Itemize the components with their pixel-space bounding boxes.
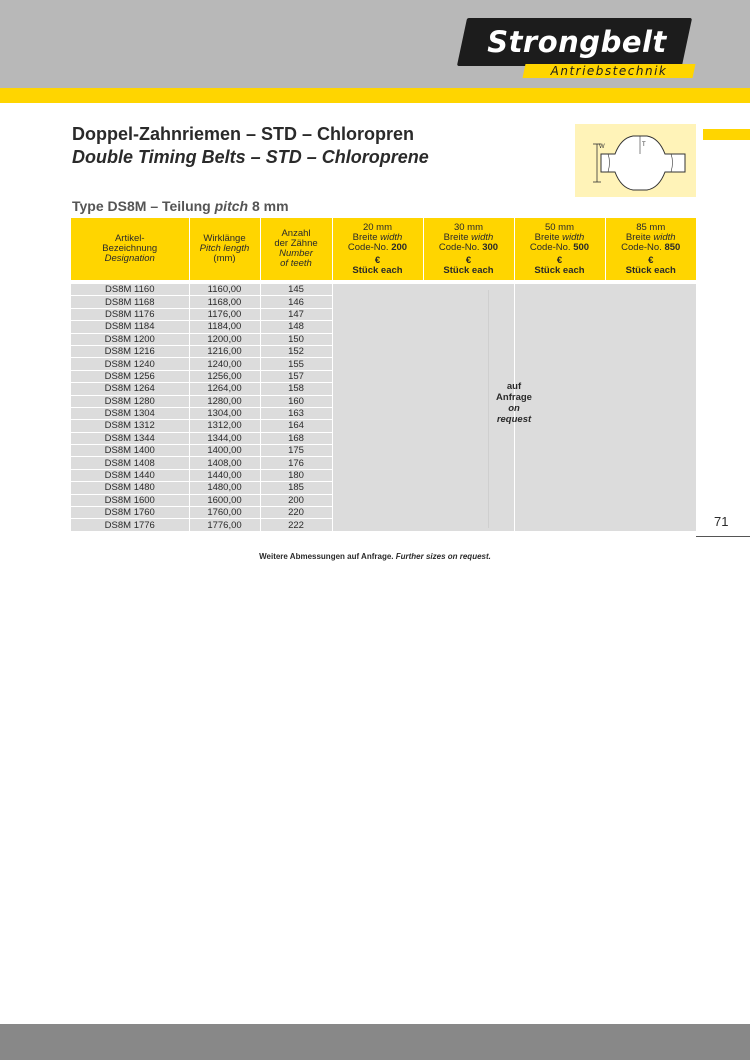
cell-teeth: 180 bbox=[260, 469, 332, 481]
cell-designation: DS8M 1304 bbox=[71, 407, 189, 419]
cell-length: 1400,00 bbox=[189, 445, 260, 457]
cell-teeth: 147 bbox=[260, 308, 332, 320]
cell-length: 1168,00 bbox=[189, 296, 260, 308]
header-width-30: 30 mm Breite width Code-No. 300 € Stück each bbox=[423, 218, 514, 280]
cell-length: 1600,00 bbox=[189, 494, 260, 506]
header-accent-bar bbox=[0, 88, 750, 103]
cell-teeth: 150 bbox=[260, 333, 332, 345]
cell-length: 1240,00 bbox=[189, 358, 260, 370]
cell-length: 1256,00 bbox=[189, 370, 260, 382]
cell-length: 1760,00 bbox=[189, 507, 260, 519]
cell-designation: DS8M 1312 bbox=[71, 420, 189, 432]
cell-length: 1160,00 bbox=[189, 284, 260, 296]
cell-teeth: 168 bbox=[260, 432, 332, 444]
cell-teeth: 157 bbox=[260, 370, 332, 382]
header-width-20: 20 mm Breite width Code-No. 200 € Stück each bbox=[332, 218, 423, 280]
cell-teeth: 146 bbox=[260, 296, 332, 308]
cell-length: 1776,00 bbox=[189, 519, 260, 531]
table-subtitle: Type DS8M – Teilung pitch 8 mm bbox=[72, 198, 289, 214]
cell-designation: DS8M 1176 bbox=[71, 308, 189, 320]
cell-designation: DS8M 1776 bbox=[71, 519, 189, 531]
cell-designation: DS8M 1280 bbox=[71, 395, 189, 407]
price-column-divider bbox=[488, 290, 489, 528]
table-header-row bbox=[71, 218, 696, 280]
belt-profile-drawing bbox=[575, 124, 696, 197]
cell-length: 1304,00 bbox=[189, 407, 260, 419]
label-w: W bbox=[599, 144, 605, 150]
cell-teeth: 176 bbox=[260, 457, 332, 469]
cell-teeth: 158 bbox=[260, 383, 332, 395]
cell-length: 1264,00 bbox=[189, 383, 260, 395]
cell-length: 1344,00 bbox=[189, 432, 260, 444]
cell-teeth: 160 bbox=[260, 395, 332, 407]
belt-profile-figure bbox=[575, 124, 696, 197]
label-t: T bbox=[642, 142, 646, 148]
cell-length: 1216,00 bbox=[189, 345, 260, 357]
header-teeth: Anzahl der Zähne Number of teeth bbox=[260, 218, 332, 280]
cell-teeth: 148 bbox=[260, 321, 332, 333]
cell-teeth: 152 bbox=[260, 345, 332, 357]
cell-designation: DS8M 1216 bbox=[71, 345, 189, 357]
cell-length: 1312,00 bbox=[189, 420, 260, 432]
cell-teeth: 220 bbox=[260, 507, 332, 519]
cell-length: 1176,00 bbox=[189, 308, 260, 320]
cell-designation: DS8M 1264 bbox=[71, 383, 189, 395]
cell-teeth: 163 bbox=[260, 407, 332, 419]
footer-band bbox=[0, 1024, 750, 1060]
header-width-85: 85 mm Breite width Code-No. 850 € Stück each bbox=[605, 218, 696, 280]
cell-teeth: 222 bbox=[260, 519, 332, 531]
cell-length: 1184,00 bbox=[189, 321, 260, 333]
page-number-rule bbox=[696, 536, 750, 537]
logo-tagline: Antriebstechnik bbox=[550, 64, 668, 78]
page-title-english: Double Timing Belts – STD – Chloroprene bbox=[72, 147, 429, 167]
header-pitch-length: Wirklänge Pitch length (mm) bbox=[189, 218, 260, 280]
cell-length: 1280,00 bbox=[189, 395, 260, 407]
header-designation: Artikel- Bezeichnung Designation bbox=[71, 218, 189, 280]
cell-designation: DS8M 1160 bbox=[71, 284, 189, 296]
cell-designation: DS8M 1440 bbox=[71, 469, 189, 481]
cell-designation: DS8M 1600 bbox=[71, 494, 189, 506]
cell-teeth: 155 bbox=[260, 358, 332, 370]
cell-designation: DS8M 1256 bbox=[71, 370, 189, 382]
cell-teeth: 200 bbox=[260, 494, 332, 506]
page-number: 71 bbox=[714, 514, 729, 529]
side-accent-tab bbox=[703, 129, 750, 140]
cell-designation: DS8M 1344 bbox=[71, 432, 189, 444]
cell-length: 1408,00 bbox=[189, 457, 260, 469]
cell-designation: DS8M 1240 bbox=[71, 358, 189, 370]
cell-length: 1480,00 bbox=[189, 482, 260, 494]
cell-designation: DS8M 1200 bbox=[71, 333, 189, 345]
belt-table bbox=[71, 218, 696, 532]
cell-teeth: 145 bbox=[260, 284, 332, 296]
on-request-note: auf Anfrage on request bbox=[496, 381, 532, 425]
logo-brand: Strongbelt bbox=[487, 25, 667, 59]
cell-teeth: 175 bbox=[260, 445, 332, 457]
cell-teeth: 185 bbox=[260, 482, 332, 494]
cell-designation: DS8M 1760 bbox=[71, 507, 189, 519]
cell-designation: DS8M 1408 bbox=[71, 457, 189, 469]
cell-length: 1440,00 bbox=[189, 469, 260, 481]
strongbelt-logo bbox=[454, 14, 699, 82]
cell-teeth: 164 bbox=[260, 420, 332, 432]
cell-designation: DS8M 1480 bbox=[71, 482, 189, 494]
table-row bbox=[71, 284, 696, 296]
footnote: Weitere Abmessungen auf Anfrage. Further sizes on request. bbox=[259, 552, 491, 561]
cell-designation: DS8M 1168 bbox=[71, 296, 189, 308]
page-title-german: Doppel-Zahnriemen – STD – Chloropren bbox=[72, 124, 415, 144]
cell-designation: DS8M 1400 bbox=[71, 445, 189, 457]
header-width-50: 50 mm Breite width Code-No. 500 € Stück each bbox=[514, 218, 605, 280]
cell-length: 1200,00 bbox=[189, 333, 260, 345]
cell-designation: DS8M 1184 bbox=[71, 321, 189, 333]
